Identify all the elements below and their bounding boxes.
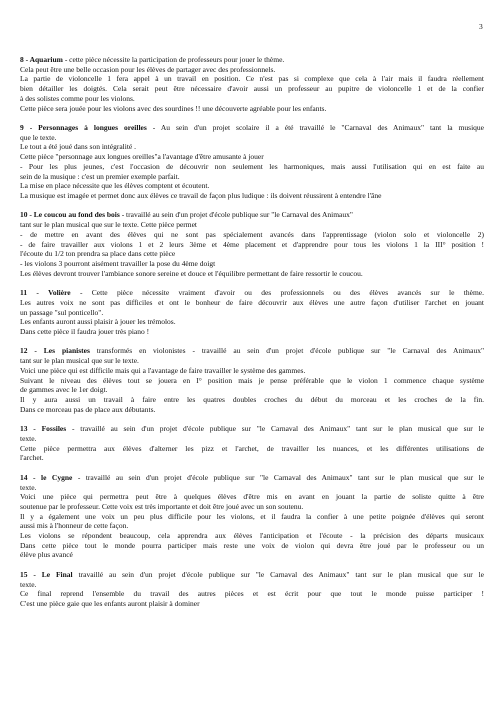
section-heading: 12 - Les pianistes [20, 346, 90, 356]
text-run: Dans cette pièce il faudra jouer très piano ! [20, 326, 150, 336]
text-line [20, 424, 484, 434]
text-line [20, 376, 484, 386]
text-run: - de faire travailler aux violons 1 et 2 leurs 3ème et 4ème placement et d'apprendre pour tous les violons 1 la III° position ! [20, 239, 484, 249]
text-run: Les violons se répondent beaucoup, cela apprendra aux élèves l'anticipation et l'écoute - la précision des départs musicaux [20, 531, 484, 541]
text-line [20, 483, 484, 493]
text-run: bien détailler les doigtés. Cela serait peut être nécessaire d'avoir aussi un professeur au pupitre de violoncelle 1 et de la confier [20, 84, 484, 94]
text-run: de gammes avec le 1er doigt. [20, 385, 108, 395]
page-number: 3 [479, 22, 483, 31]
text-line [20, 531, 484, 541]
text-run: l'écoute du 1/2 ton prendra sa place dans cette pièce [20, 249, 176, 259]
text-run: que le texte. [20, 132, 57, 142]
text-run: Voici une pièce qui permettra peut être à quelques élèves d'être mis en avant en jouant la partie de soliste quitte à être [20, 492, 484, 502]
paragraph-section [20, 288, 484, 337]
text-line [20, 405, 484, 415]
text-run: Cette pièce permettra aux élèves d'alterner les pizz et l'archet, de travailler les nuances, et les différentes utilisations de [20, 443, 484, 453]
text-line [20, 521, 484, 531]
text-run: tant sur le plan musical que sur le texte. [20, 356, 139, 366]
text-line [20, 317, 484, 327]
text-run: Voici une pièce qui est difficile mais qui a l'avantage de faire travailler le système des gammes. [20, 365, 306, 375]
text-run: soutenue par le professeur. Cette voix est très importante et doit être joué avec un son soutenu. [20, 501, 304, 511]
paragraph-section [20, 570, 484, 609]
text-line [20, 444, 484, 454]
text-run: La mise en place nécessite que les élèves comptent et écoutent. [20, 181, 210, 191]
text-run: - Au sein d'un projet scolaire il a été travaillé le "Carnaval des Animaux" tant la musique [146, 123, 484, 133]
text-line [20, 269, 484, 279]
text-line [20, 288, 484, 298]
section-heading: 10 - Le coucou au fond des bois [20, 210, 120, 220]
text-run: texte. [20, 482, 37, 492]
text-run: tant sur le plan musical que sur le texte. Cette pièce permet [20, 220, 198, 230]
text-line [20, 133, 484, 143]
text-run: transformés en violonistes - travaillé au sein d'un projet d'école publique sur "le Carnaval des Animaux" [89, 346, 485, 356]
text-line [20, 492, 484, 502]
text-line [20, 473, 484, 483]
text-line [20, 181, 484, 191]
text-run: Le tout a été joué dans son intégralité . [20, 142, 137, 152]
text-run: - les violons 3 pourront aisément travailler la pose du 4ème doigt [20, 258, 216, 268]
text-run: Il y a également une voix un peu plus difficile pour les violons, et il faudra la confier à une petite poignée d'élèves qui seront [20, 511, 484, 521]
text-run: - travaillé au sein d'un projet d'école publique sur "le Carnaval des Animaux" [119, 210, 353, 220]
text-run: - Pour les plus jeunes, c'est l'occasion de découvrir non seulement les harmoniques, mais aussi l'utilisation qui en est faite au [20, 161, 484, 171]
text-line [20, 599, 484, 609]
text-line [20, 541, 484, 551]
text-line [20, 434, 484, 444]
text-line [20, 123, 484, 133]
section-heading: 13 - Fossiles [20, 424, 67, 434]
text-line [20, 366, 484, 376]
text-line [20, 298, 484, 308]
text-line [20, 327, 484, 337]
text-run: - travaillé au sein d'un projet d'école publique sur "le Carnaval des Animaux" tant sur le plan musical que sur le [72, 472, 485, 482]
text-line [20, 259, 484, 269]
text-run: La partie de violoncelle 1 fera appel à un travail en position. Ce n'est pas si complexe que cela à l'air mais il faudra réellement [20, 74, 484, 84]
text-run: Il y aura aussi un travail à faire entre les quatres doubles croches du début du morceau et les croches de la fin. [20, 394, 484, 404]
text-line [20, 55, 484, 65]
text-line [20, 152, 484, 162]
text-line [20, 142, 484, 152]
text-line [20, 570, 484, 580]
text-run: élève plus avancé [20, 550, 73, 560]
text-run: Dans cette pièce tout le monde pourra participer mais reste une voix de violon qui devra être joué par le professeur ou un [20, 540, 484, 550]
paragraph-section [20, 424, 484, 463]
text-line [20, 162, 484, 172]
text-run: texte. [20, 579, 37, 589]
text-line [20, 512, 484, 522]
text-run: travaillé au sein d'un projet d'école publique sur "le Carnaval des Animaux" tant sur le plan musical que sur le [72, 569, 485, 579]
text-line [20, 191, 484, 201]
text-run: Dans ce morceau pas de place aux débutants. [20, 404, 156, 414]
text-run: Suivant le niveau des élèves tout se jouera en I° position mais je pense préférable que le violon 1 commence chaque système [20, 375, 484, 385]
text-run: Les enfants auront aussi plaisir à jouer les trémolos. [20, 317, 176, 327]
text-line [20, 210, 484, 220]
text-run: l'archet. [20, 453, 44, 463]
paragraph-section [20, 210, 484, 278]
text-run: sein de la musique : c'est un premier exemple parfait. [20, 171, 180, 181]
text-line [20, 346, 484, 356]
text-run: Cette pièce sera jouée pour les violons avec des sourdines !! une découverte agréable pour les enfants. [20, 103, 327, 113]
text-line [20, 104, 484, 114]
text-run: à des solistes comme pour les violons. [20, 93, 135, 103]
text-run: Les autres voix ne sont pas difficiles et ont le bonheur de faire découvrir aux élèves une autre façon d'utiliser l'archet en jouant [20, 297, 484, 307]
text-line [20, 84, 484, 94]
text-line [20, 502, 484, 512]
text-run: - Cette pièce nécessite vraiment d'avoir ou des professionnels ou des élèves avancés sur le thème. [70, 288, 484, 298]
text-line [20, 94, 484, 104]
text-line [20, 220, 484, 230]
text-run: La musique est imagée et permet donc aux élèves ce travail de façon plus ludique : ils doivent réussirent à entendre l'âne [20, 190, 382, 200]
paragraph-section [20, 346, 484, 414]
section-heading: 11 - Volière [20, 288, 71, 298]
text-line [20, 453, 484, 463]
text-line [20, 172, 484, 182]
text-line [20, 230, 484, 240]
section-heading: 9 - Personnages à longues oreilles [20, 123, 147, 133]
section-heading: 14 - le Cygne [20, 472, 73, 482]
text-run: Cela peut être une belle occasion pour les élèves de partager avec des professionnels. [20, 64, 276, 74]
text-line [20, 385, 484, 395]
text-run: Les élèves devront trouver l'ambiance sonore sereine et douce et l'équilibre permettant de faire ressortir le coucou. [20, 268, 363, 278]
text-run: - de mettre en avant des élèves qui ne sont pas spécialement avancés dans l'apprentissage (violon solo et violoncelle 2) [20, 229, 484, 239]
document-body [20, 55, 484, 619]
text-line [20, 550, 484, 560]
text-run: texte. [20, 433, 37, 443]
text-line [20, 249, 484, 259]
section-heading: 15 - Le Final [20, 569, 73, 579]
paragraph-section [20, 55, 484, 113]
text-run: Ce final reprend l'ensemble du travail des autres pièces et est écrit pour que tout le monde puisse participer ! [20, 589, 484, 599]
paragraph-section [20, 473, 484, 560]
text-run: un passage "sul ponticello". [20, 307, 104, 317]
text-run: - cette pièce nécessite la participation de professeurs pour jouer le thème. [62, 55, 285, 64]
text-line [20, 589, 484, 599]
text-line [20, 580, 484, 590]
text-line [20, 356, 484, 366]
text-line [20, 65, 484, 75]
text-run: - travaillé au sein d'un projet d'école publique sur "le Carnaval des Animaux" tant sur le plan musical que sur le [66, 424, 484, 434]
paragraph-section [20, 123, 484, 201]
text-run: C'est une pièce gaie que les enfants auront plaisir à dominer [20, 599, 200, 609]
section-heading: 8 - Aquarium [20, 55, 63, 64]
text-line [20, 395, 484, 405]
text-line [20, 74, 484, 84]
text-run: Cette pièce "personnage aux longues oreilles"a l'avantage d'être amusante à jouer [20, 152, 264, 162]
text-line [20, 308, 484, 318]
text-line [20, 240, 484, 250]
text-run: aussi mis à l'honneur de cette façon. [20, 521, 129, 531]
